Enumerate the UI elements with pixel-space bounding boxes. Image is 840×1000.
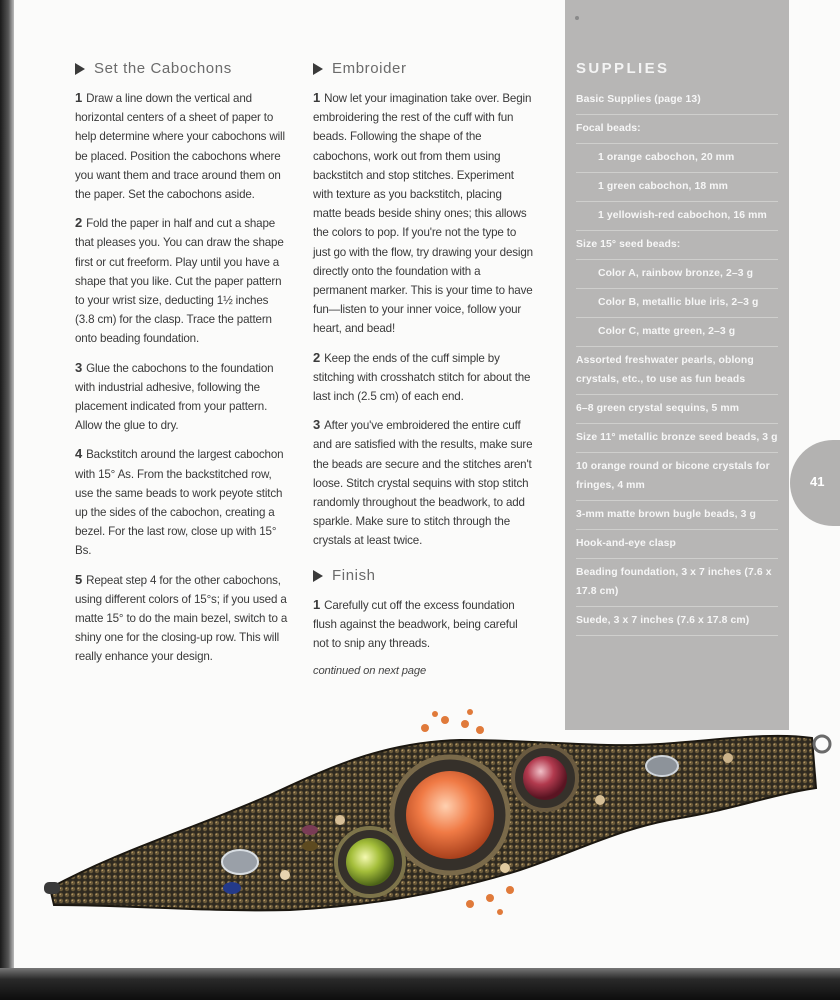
step-paragraph: 2 Fold the paper in half and cut a shape that pleases you. You can draw the shape first or cut freeform. Play until you have a shape that you like. Cut the paper pattern to your wrist size, deducting 1½ inches (3.8 cm) for the clasp. Trace the pattern onto beading foundation.: [75, 215, 284, 346]
supply-item: 3-mm matte brown bugle beads, 3 g: [576, 501, 778, 530]
supplies-sidebar: [565, 0, 789, 730]
supply-item: 1 yellowish-red cabochon, 16 mm: [576, 202, 778, 231]
supplies-title: SUPPLIES: [576, 60, 670, 77]
step-paragraph: 3 After you've embroidered the entire cuff and are satisfied with the results, make sure the beads are secure and the stitches aren't loose. Stitch crystal sequins with stop stitch randomly throughout the beadwork, to add sparkle. Make sure to stitch through the crystals at least twice.: [313, 417, 533, 548]
book-spine: [0, 0, 14, 1000]
section-heading-embroider: Embroider: [313, 58, 533, 80]
supply-item: Color A, rainbow bronze, 2–3 g: [576, 260, 778, 289]
supply-item: Color C, matte green, 2–3 g: [576, 318, 778, 347]
step-paragraph: 5 Repeat step 4 for the other cabochons, using different colors of 15°s; if you used a matte 15° to do the main bezel, switch to a shiny one for the closing-up row. This will really enhance your design.: [75, 571, 288, 664]
step-paragraph: 2 Keep the ends of the cuff simple by stitching with crosshatch stitch for about the last inch (2.5 cm) of each end.: [313, 349, 531, 404]
supply-item: Assorted freshwater pearls, oblong crystals, etc., to use as fun beads: [576, 347, 778, 395]
supply-item: Hook-and-eye clasp: [576, 530, 778, 559]
supply-item: Focal beads:: [576, 115, 778, 144]
continued-note: continued on next page: [313, 665, 427, 678]
supply-item: 1 green cabochon, 18 mm: [576, 173, 778, 202]
supply-item: Suede, 3 x 7 inches (7.6 x 17.8 cm): [576, 607, 778, 636]
beaded-cuff-bracelet-photo: [40, 700, 840, 930]
step-paragraph: 4 Backstitch around the largest cabochon with 15° As. From the backstitched row, use the same beads to work peyote stitch up the sides of the cabochon, creating a bezel. For the last row, close up with 15° Bs.: [75, 446, 284, 558]
supply-item: Beading foundation, 3 x 7 inches (7.6 x 17.8 cm): [576, 559, 778, 607]
supply-item: 10 orange round or bicone crystals for fringes, 4 mm: [576, 453, 778, 501]
supply-item: Size 11° metallic bronze seed beads, 3 g: [576, 424, 778, 453]
section-heading-finish: Finish: [313, 565, 533, 587]
step-paragraph: 1 Carefully cut off the excess foundation flush against the beadwork, being careful not to snip any threads.: [313, 596, 518, 651]
step-paragraph: 1 Draw a line down the vertical and horizontal centers of a sheet of paper to help determine where your cabochons will be placed. Position the cabochons where you want them and trace around them on the paper. Set the cabochons aside.: [75, 90, 285, 202]
supply-item: Basic Supplies (page 13): [576, 86, 778, 115]
triangle-bullet-icon: [313, 63, 323, 75]
section-heading-set-cabochons: Set the Cabochons: [75, 58, 290, 80]
step-paragraph: 1 Now let your imagination take over. Begin embroidering the rest of the cuff with fun beads. Following the shape of the cabochons, work out from them using backstitch and stop stitches. Experiment with texture as you backstitch, placing matte beads beside shiny ones; this allows the colors to pop. If you're not the type to just go with the flow, try drawing your design directly onto the foundation with a permanent marker. This is your time to have fun—listen to your inner voice, follow your heart, and bead!: [313, 90, 533, 336]
page-bottom-edge: [0, 968, 840, 1000]
supplies-list: [576, 86, 778, 636]
middle-column: [313, 58, 533, 681]
page-number: 41: [810, 474, 825, 489]
triangle-bullet-icon: [75, 63, 85, 75]
dot-mark: [575, 16, 579, 20]
supply-item: Size 15° seed beads:: [576, 231, 778, 260]
supply-item: 1 orange cabochon, 20 mm: [576, 144, 778, 173]
supply-item: 6–8 green crystal sequins, 5 mm: [576, 395, 778, 424]
step-paragraph: 3 Glue the cabochons to the foundation with industrial adhesive, following the placement indicated from your pattern. Allow the glue to dry.: [75, 359, 274, 433]
triangle-bullet-icon: [313, 570, 323, 582]
left-column: [75, 58, 290, 676]
supply-item: Color B, metallic blue iris, 2–3 g: [576, 289, 778, 318]
